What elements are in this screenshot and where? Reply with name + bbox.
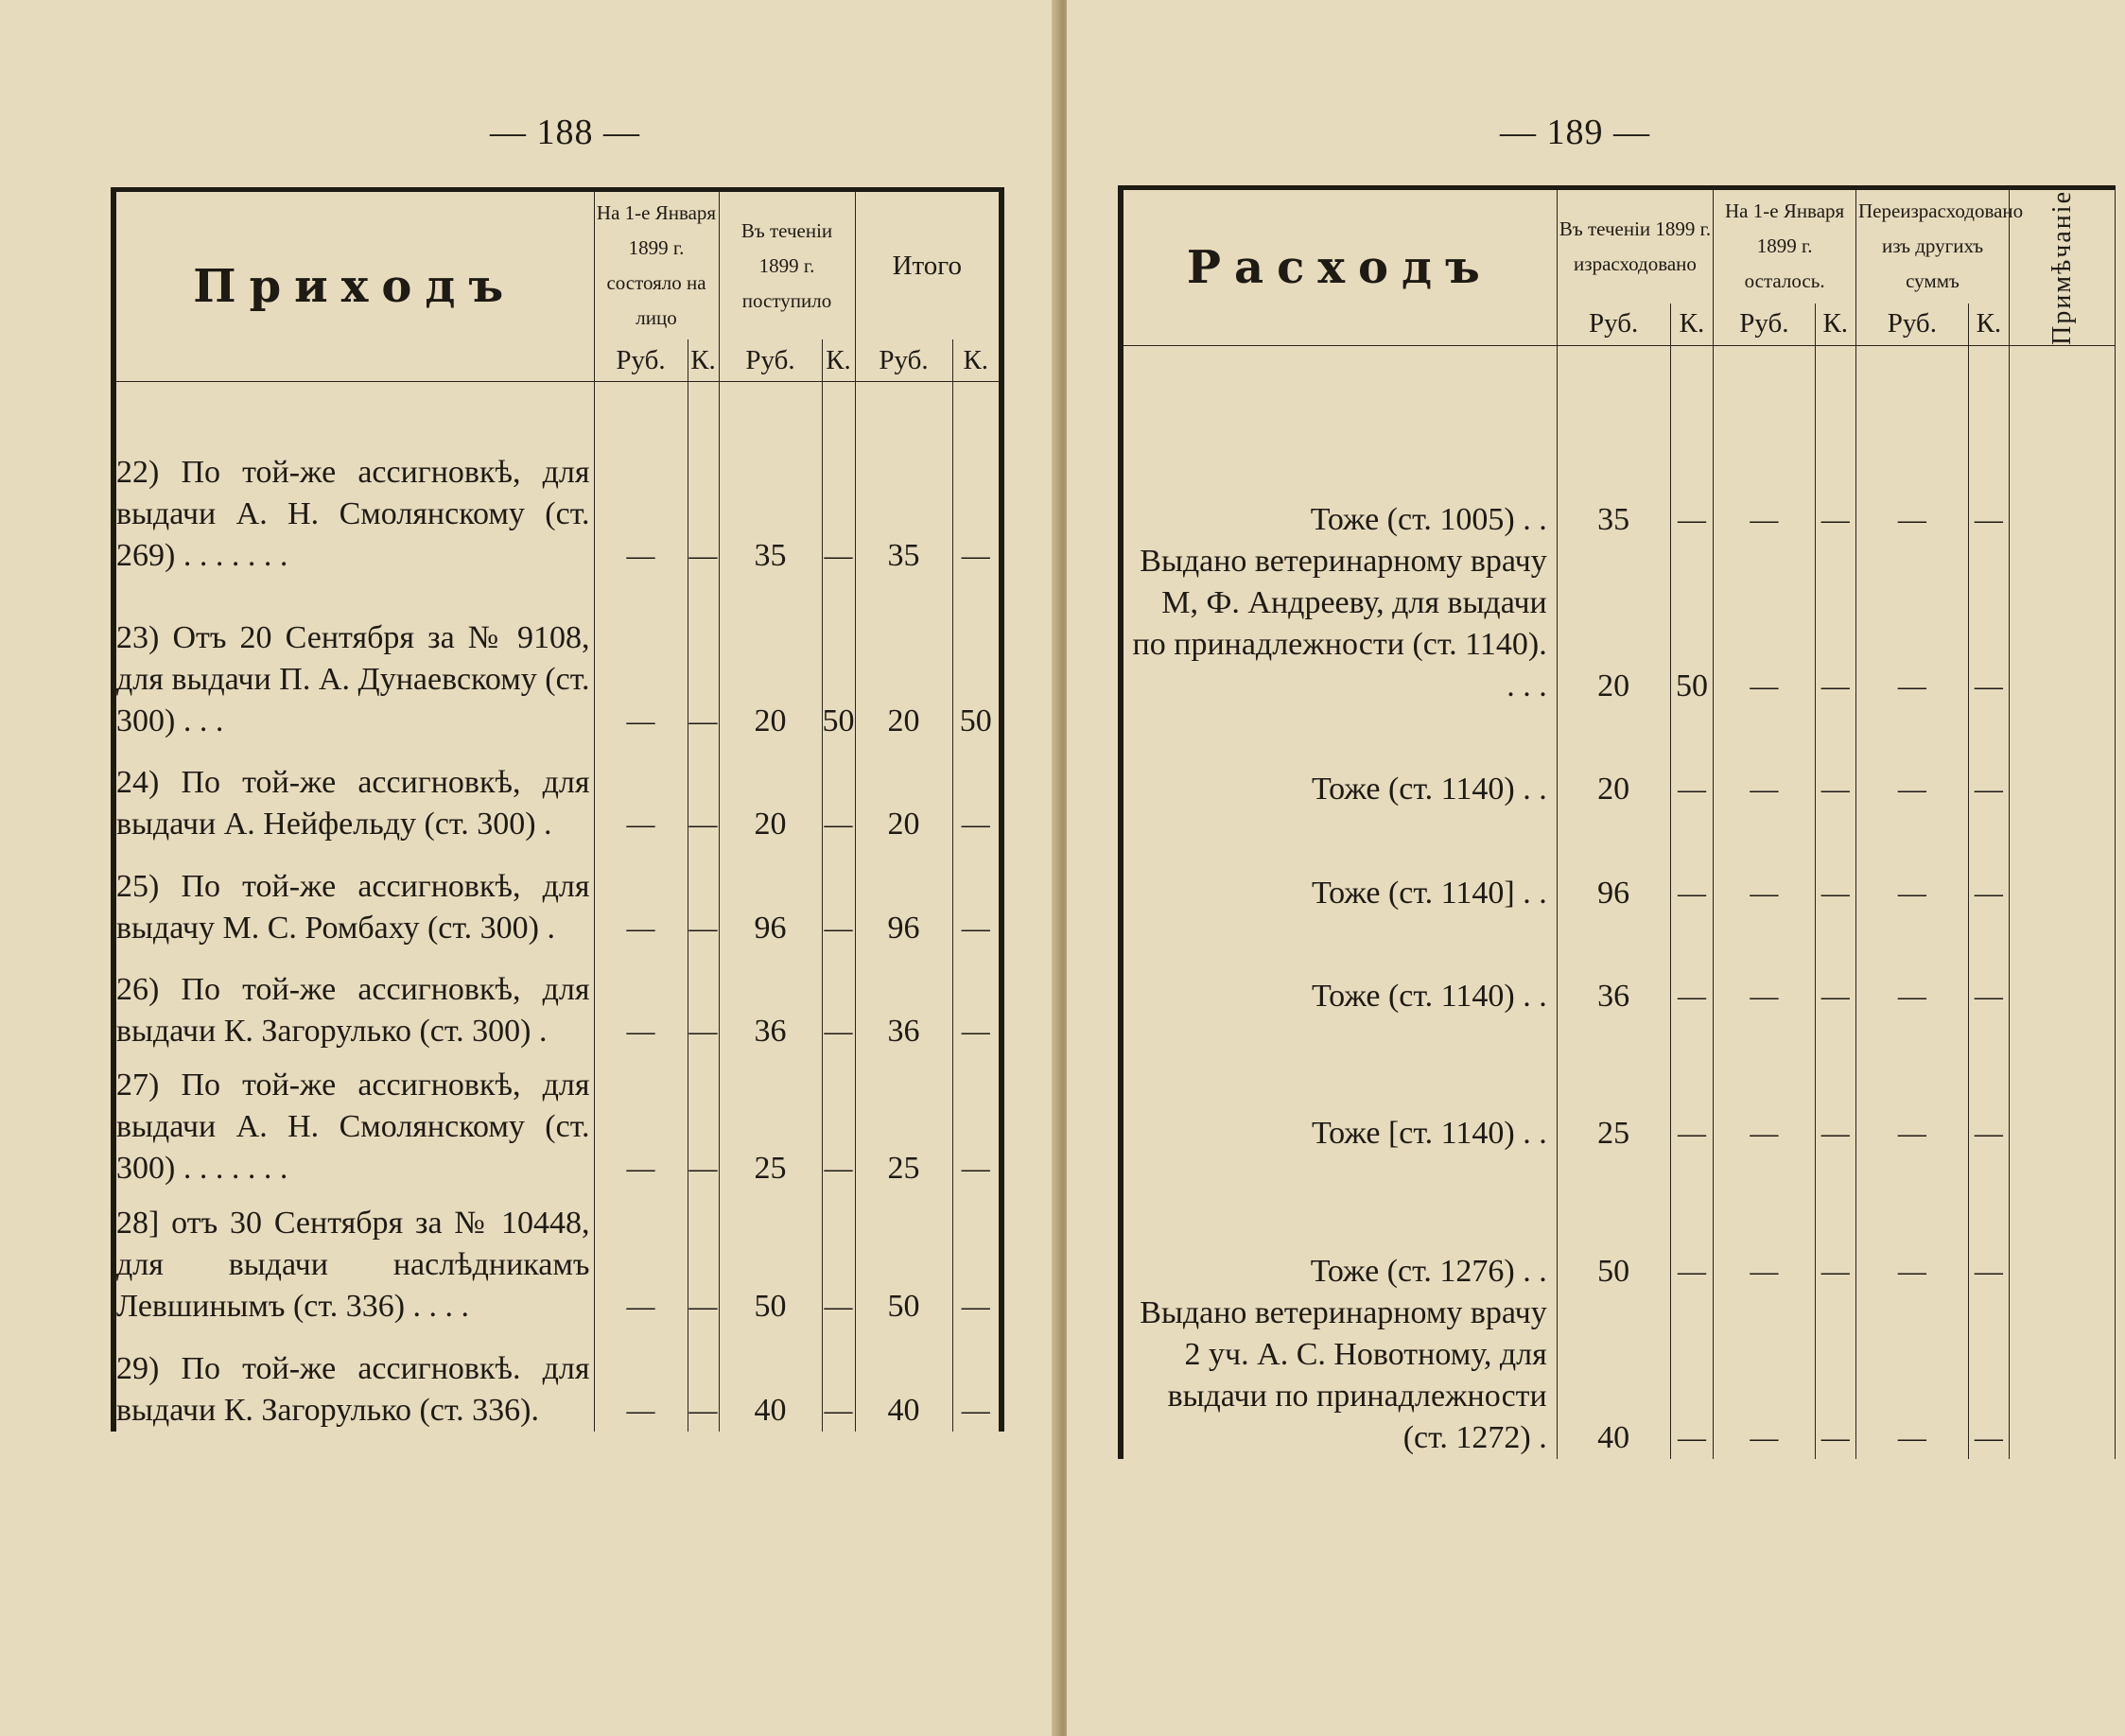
table-row bbox=[1121, 541, 2116, 707]
amount-kopecks: — bbox=[688, 420, 719, 577]
unit-label: К. bbox=[1815, 304, 1855, 346]
column-header: Итого bbox=[855, 190, 1002, 340]
row-description: 22) По той-же ассигновкѣ, для выдачи А. Н. Смолянскому (ст. 269) . . . . . . . bbox=[113, 420, 594, 577]
amount-rubles: — bbox=[1714, 1293, 1815, 1459]
column-header: На 1-е Января 1899 г. состояло на лицо bbox=[594, 190, 719, 340]
amount-kopecks: — bbox=[1815, 707, 1855, 810]
table-row bbox=[113, 742, 1002, 845]
row-description: Выдано ветеринарному врачу М, Ф. Андрееву, для выдачи по принадлежности (ст. 1140). . . . bbox=[1121, 541, 1557, 707]
amount-kopecks: — bbox=[822, 420, 855, 577]
amount-rubles: — bbox=[594, 845, 688, 949]
amount-rubles: — bbox=[1855, 1293, 1968, 1459]
amount-kopecks: — bbox=[822, 949, 855, 1052]
unit-label: К. bbox=[822, 339, 855, 382]
note-cell bbox=[2010, 707, 2116, 810]
amount-kopecks: — bbox=[1968, 541, 2009, 707]
note-column-header bbox=[2010, 188, 2116, 346]
amount-rubles: 96 bbox=[719, 845, 822, 949]
note-cell bbox=[2010, 1293, 2116, 1459]
amount-rubles: — bbox=[594, 1052, 688, 1189]
amount-kopecks: — bbox=[1815, 810, 1855, 914]
amount-rubles: 25 bbox=[1557, 1017, 1670, 1154]
table-row bbox=[1121, 1154, 2116, 1293]
amount-rubles: 25 bbox=[719, 1052, 822, 1189]
unit-label: К. bbox=[952, 339, 1002, 382]
amount-kopecks: — bbox=[1815, 1154, 1855, 1293]
amount-rubles: — bbox=[594, 420, 688, 577]
table-row bbox=[1121, 707, 2116, 810]
amount-rubles: — bbox=[594, 577, 688, 742]
unit-label: Руб. bbox=[1714, 304, 1815, 346]
amount-rubles: — bbox=[1714, 1154, 1815, 1293]
amount-kopecks: — bbox=[822, 845, 855, 949]
amount-kopecks: 50 bbox=[1670, 541, 1714, 707]
right-page bbox=[1067, 0, 2125, 1736]
amount-kopecks: — bbox=[1968, 1154, 2009, 1293]
amount-rubles: 96 bbox=[855, 845, 952, 949]
amount-rubles: 20 bbox=[855, 742, 952, 845]
amount-kopecks: 50 bbox=[952, 577, 1002, 742]
amount-rubles: — bbox=[594, 1328, 688, 1432]
amount-rubles: 25 bbox=[855, 1052, 952, 1189]
table-title: Приходъ bbox=[113, 190, 594, 382]
amount-rubles: — bbox=[1855, 707, 1968, 810]
amount-rubles: 35 bbox=[855, 420, 952, 577]
unit-label: Руб. bbox=[1855, 304, 1968, 346]
row-description: 24) По той-же ассигновкѣ, для выдачи А. Нейфельду (ст. 300) . bbox=[113, 742, 594, 845]
row-description: Тоже (ст. 1140) . . bbox=[1121, 914, 1557, 1017]
row-description: 28] отъ 30 Сентября за № 10448, для выдачи наслѣдникамъ Левшинымъ (ст. 336) . . . . bbox=[113, 1189, 594, 1328]
amount-kopecks: — bbox=[952, 1189, 1002, 1328]
note-cell bbox=[2010, 914, 2116, 1017]
amount-kopecks: — bbox=[1815, 1293, 1855, 1459]
amount-kopecks: — bbox=[688, 1189, 719, 1328]
row-description: Тоже [ст. 1140) . . bbox=[1121, 1017, 1557, 1154]
amount-kopecks: — bbox=[688, 1328, 719, 1432]
amount-rubles: 35 bbox=[1557, 384, 1670, 541]
amount-rubles: — bbox=[1714, 541, 1815, 707]
amount-rubles: 35 bbox=[719, 420, 822, 577]
amount-rubles: — bbox=[1714, 707, 1815, 810]
row-description: Выдано ветеринарному врачу 2 уч. А. С. Новотному, для выдачи по принадлежности (ст. 1272) . bbox=[1121, 1293, 1557, 1459]
amount-kopecks: — bbox=[1670, 384, 1714, 541]
amount-kopecks: — bbox=[1815, 914, 1855, 1017]
amount-rubles: — bbox=[594, 949, 688, 1052]
amount-rubles: — bbox=[594, 1189, 688, 1328]
table-row bbox=[1121, 810, 2116, 914]
unit-label: К. bbox=[1670, 304, 1714, 346]
amount-kopecks: 50 bbox=[822, 577, 855, 742]
note-cell bbox=[2010, 384, 2116, 541]
unit-label: Руб. bbox=[719, 339, 822, 382]
amount-rubles: 50 bbox=[1557, 1154, 1670, 1293]
table-row bbox=[113, 577, 1002, 742]
amount-kopecks: — bbox=[822, 742, 855, 845]
table-row bbox=[1121, 914, 2116, 1017]
amount-rubles: — bbox=[1855, 384, 1968, 541]
table-row bbox=[113, 845, 1002, 949]
amount-rubles: 20 bbox=[719, 742, 822, 845]
column-header: Переизрасходовано изъ другихъ суммъ bbox=[1855, 188, 2009, 304]
row-description: 23) Отъ 20 Сентября за № 9108, для выдачи П. А. Дунаевскому (ст. 300) . . . bbox=[113, 577, 594, 742]
expense-table bbox=[1118, 185, 2116, 1459]
amount-kopecks: — bbox=[952, 949, 1002, 1052]
amount-rubles: 20 bbox=[1557, 541, 1670, 707]
column-header: Въ теченіи 1899 г. поступило bbox=[719, 190, 855, 340]
amount-kopecks: — bbox=[1968, 384, 2009, 541]
amount-rubles: 40 bbox=[855, 1328, 952, 1432]
amount-kopecks: — bbox=[952, 742, 1002, 845]
unit-label: К. bbox=[688, 339, 719, 382]
amount-kopecks: — bbox=[1670, 1293, 1714, 1459]
amount-kopecks: — bbox=[1670, 707, 1714, 810]
note-cell bbox=[2010, 541, 2116, 707]
row-description: Тоже (ст. 1140] . . bbox=[1121, 810, 1557, 914]
amount-kopecks: — bbox=[688, 845, 719, 949]
amount-kopecks: — bbox=[1670, 1154, 1714, 1293]
amount-rubles: — bbox=[1714, 384, 1815, 541]
unit-label: Руб. bbox=[594, 339, 688, 382]
table-row bbox=[113, 1189, 1002, 1328]
amount-rubles: — bbox=[1855, 1154, 1968, 1293]
column-header: Въ теченіи 1899 г. израсходовано bbox=[1557, 188, 1714, 304]
amount-kopecks: — bbox=[1968, 810, 2009, 914]
amount-rubles: 40 bbox=[719, 1328, 822, 1432]
amount-kopecks: — bbox=[688, 949, 719, 1052]
note-column-label: Примѣчаніе bbox=[2047, 190, 2077, 345]
unit-label: Руб. bbox=[855, 339, 952, 382]
row-description: 29) По той-же ассигновкѣ. для выдачи К. Загорулько (ст. 336). bbox=[113, 1328, 594, 1432]
page-number: — 188 — bbox=[490, 113, 640, 152]
amount-kopecks: — bbox=[822, 1328, 855, 1432]
row-description: 26) По той-же ассигновкѣ, для выдачи К. Загорулько (ст. 300) . bbox=[113, 949, 594, 1052]
amount-kopecks: — bbox=[952, 1052, 1002, 1189]
amount-kopecks: — bbox=[688, 577, 719, 742]
amount-rubles: 36 bbox=[719, 949, 822, 1052]
amount-rubles: — bbox=[1714, 810, 1815, 914]
note-cell bbox=[2010, 810, 2116, 914]
row-description: 25) По той-же ассигновкѣ, для выдачу М. С. Ромбаху (ст. 300) . bbox=[113, 845, 594, 949]
amount-kopecks: — bbox=[1968, 1293, 2009, 1459]
amount-kopecks: — bbox=[688, 1052, 719, 1189]
table-row bbox=[113, 949, 1002, 1052]
table-title: Расходъ bbox=[1121, 188, 1557, 346]
amount-kopecks: — bbox=[1968, 914, 2009, 1017]
table-row bbox=[1121, 1017, 2116, 1154]
amount-rubles: 36 bbox=[1557, 914, 1670, 1017]
row-description: 27) По той-же ассигновкѣ, для выдачи А. Н. Смолянскому (ст. 300) . . . . . . . bbox=[113, 1052, 594, 1189]
income-table bbox=[111, 187, 1004, 1432]
left-page bbox=[0, 0, 1057, 1736]
amount-rubles: — bbox=[1714, 1017, 1815, 1154]
note-cell bbox=[2010, 1017, 2116, 1154]
amount-rubles: — bbox=[1855, 541, 1968, 707]
row-description: Тоже (ст. 1005) . . bbox=[1121, 384, 1557, 541]
amount-rubles: 20 bbox=[1557, 707, 1670, 810]
amount-kopecks: — bbox=[1968, 707, 2009, 810]
amount-rubles: 36 bbox=[855, 949, 952, 1052]
amount-rubles: 20 bbox=[719, 577, 822, 742]
note-cell bbox=[2010, 1154, 2116, 1293]
table-row bbox=[113, 1328, 1002, 1432]
table-row bbox=[113, 420, 1002, 577]
amount-kopecks: — bbox=[952, 1328, 1002, 1432]
amount-rubles: 20 bbox=[855, 577, 952, 742]
amount-rubles: — bbox=[1855, 810, 1968, 914]
row-description: Тоже (ст. 1276) . . bbox=[1121, 1154, 1557, 1293]
amount-kopecks: — bbox=[952, 420, 1002, 577]
amount-kopecks: — bbox=[1670, 914, 1714, 1017]
unit-label: Руб. bbox=[1557, 304, 1670, 346]
amount-kopecks: — bbox=[822, 1052, 855, 1189]
amount-kopecks: — bbox=[1968, 1017, 2009, 1154]
amount-kopecks: — bbox=[952, 845, 1002, 949]
amount-rubles: — bbox=[1855, 914, 1968, 1017]
amount-rubles: 96 bbox=[1557, 810, 1670, 914]
amount-rubles: — bbox=[594, 742, 688, 845]
amount-rubles: 50 bbox=[855, 1189, 952, 1328]
table-row bbox=[1121, 384, 2116, 541]
amount-kopecks: — bbox=[1670, 810, 1714, 914]
amount-rubles: — bbox=[1855, 1017, 1968, 1154]
page-number: — 189 — bbox=[1500, 113, 1650, 152]
amount-rubles: 40 bbox=[1557, 1293, 1670, 1459]
row-description: Тоже (ст. 1140) . . bbox=[1121, 707, 1557, 810]
amount-kopecks: — bbox=[822, 1189, 855, 1328]
amount-rubles: — bbox=[1714, 914, 1815, 1017]
amount-kopecks: — bbox=[688, 742, 719, 845]
table-row bbox=[1121, 1293, 2116, 1459]
amount-kopecks: — bbox=[1815, 384, 1855, 541]
amount-kopecks: — bbox=[1815, 1017, 1855, 1154]
amount-kopecks: — bbox=[1815, 541, 1855, 707]
amount-kopecks: — bbox=[1670, 1017, 1714, 1154]
amount-rubles: 50 bbox=[719, 1189, 822, 1328]
column-header: На 1-е Января 1899 г. осталось. bbox=[1714, 188, 1856, 304]
unit-label: К. bbox=[1968, 304, 2009, 346]
table-row bbox=[113, 1052, 1002, 1189]
